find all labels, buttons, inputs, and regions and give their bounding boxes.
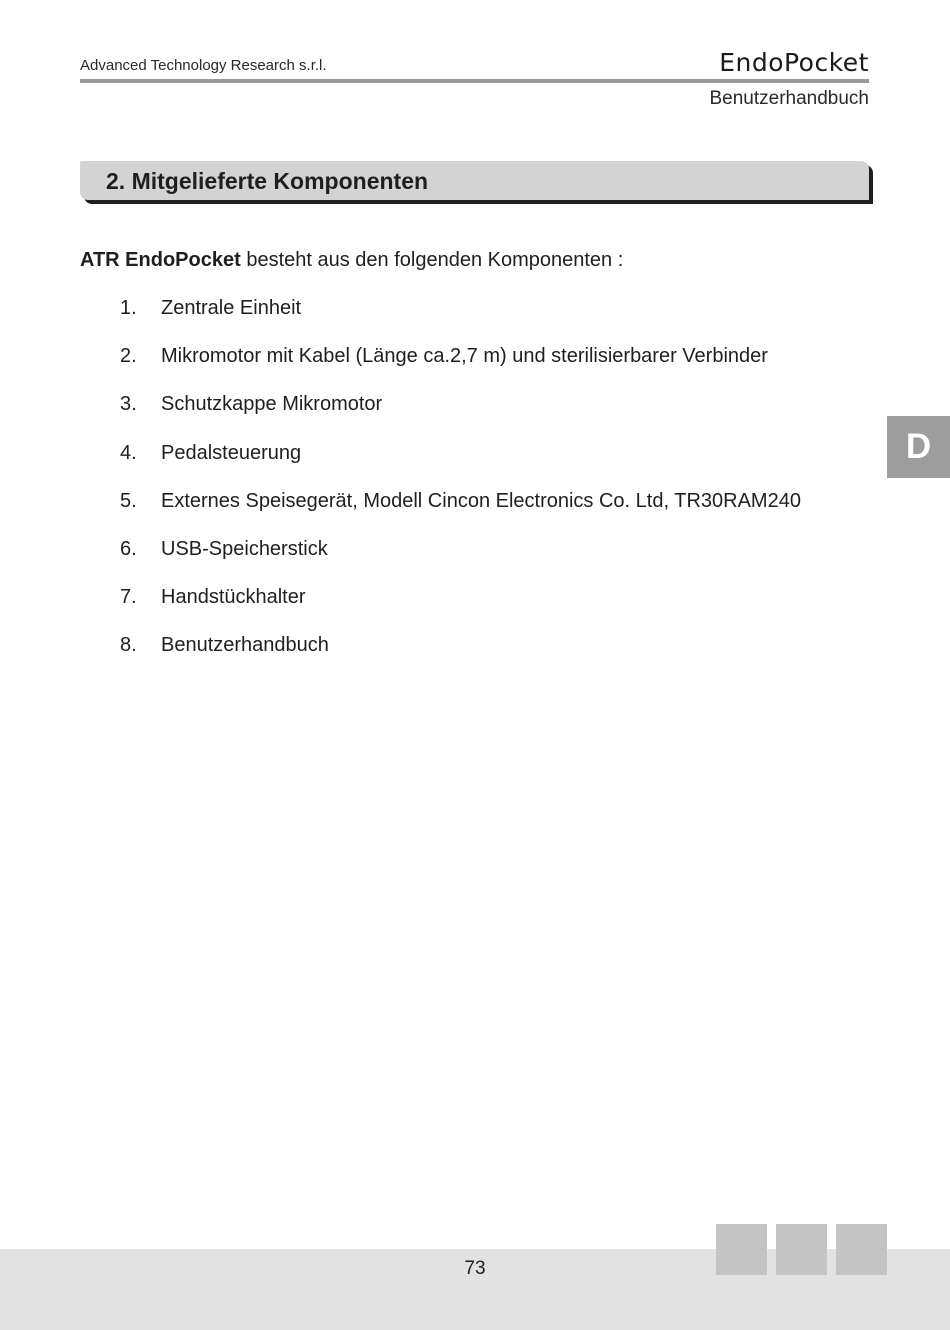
intro-paragraph <box>80 249 623 272</box>
list-item-label: Zentrale Einheit <box>161 297 302 319</box>
list-item-number: 3. <box>120 393 137 416</box>
list-item-label: Mikromotor mit Kabel (Länge ca.2,7 m) und sterilisierbarer Verbinder <box>161 345 768 368</box>
manual-label: Benutzerhandbuch <box>709 88 869 109</box>
list-item-number: 4. <box>120 441 137 464</box>
list-item-label: Schutzkappe Mikromotor <box>161 393 383 416</box>
page-number: 73 <box>464 1258 486 1279</box>
language-tab[interactable]: D <box>887 416 950 478</box>
list-item-number: 2. <box>120 345 137 368</box>
list-item-number: 8. <box>120 634 137 657</box>
list-item-number: 7. <box>120 586 137 609</box>
intro-brand: ATR EndoPocket <box>80 249 241 271</box>
list-item-number: 5. <box>120 489 137 512</box>
section-heading: 2. Mitgelieferte Komponenten <box>80 161 869 200</box>
list-item-label: Benutzerhandbuch <box>161 634 329 657</box>
list-item-label: Pedalsteuerung <box>161 441 302 464</box>
list-item-label: Handstückhalter <box>161 586 306 609</box>
company-name: Advanced Technology Research s.r.l. <box>80 57 327 74</box>
intro-text: besteht aus den folgenden Komponenten : <box>240 249 624 271</box>
list-item-label: USB-Speicherstick <box>161 537 328 560</box>
endopocket-logo: EndoPocket <box>719 48 869 77</box>
list-item-number: 1. <box>120 297 137 319</box>
header-divider <box>80 79 869 83</box>
list-item-label: Externes Speisegerät, Modell Cincon Electronics Co. Ltd, TR30RAM240 <box>161 489 801 512</box>
list-item-number: 6. <box>120 537 137 560</box>
